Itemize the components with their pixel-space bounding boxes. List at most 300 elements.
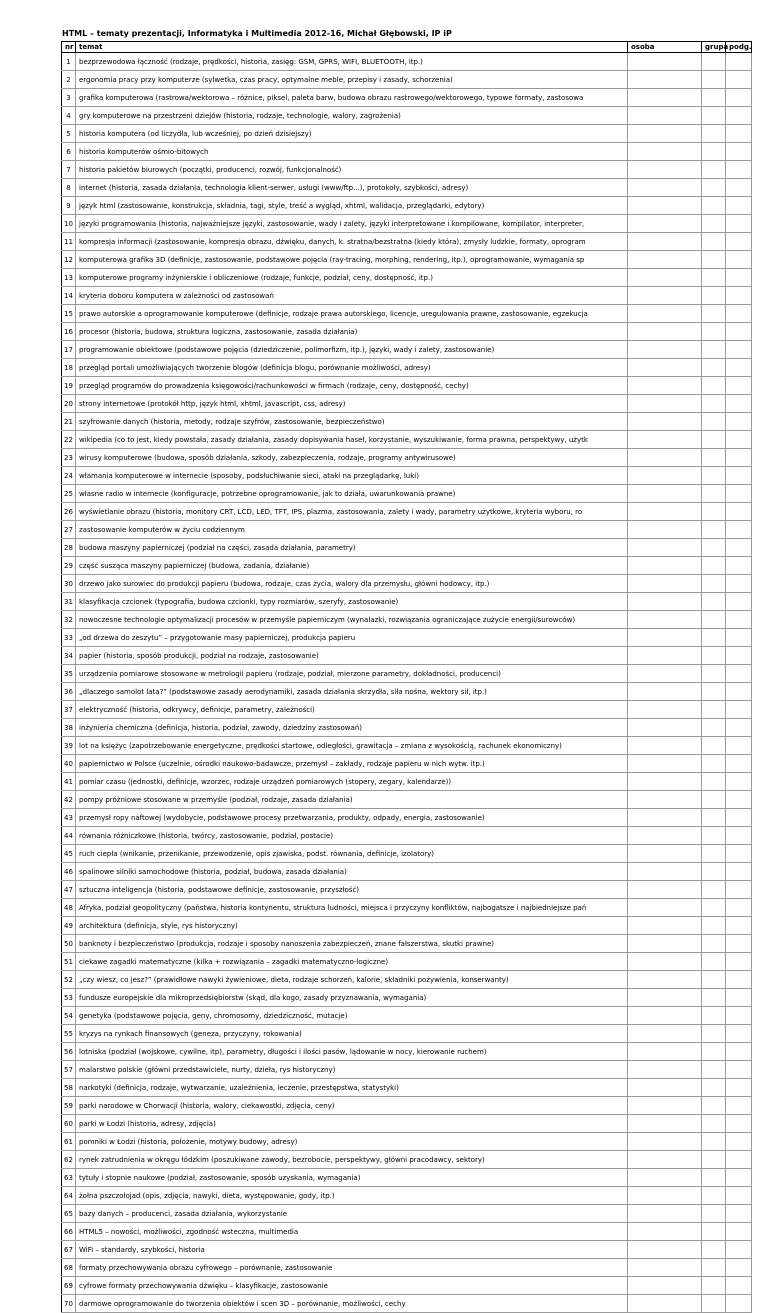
row-subgroup-cell[interactable] [726, 197, 752, 215]
row-subgroup-cell[interactable] [726, 1043, 752, 1061]
row-number: 70 [62, 1295, 76, 1313]
table-row [62, 1007, 752, 1025]
row-person-cell[interactable] [628, 287, 702, 305]
row-person-cell[interactable] [628, 1187, 702, 1205]
table-row [62, 593, 752, 611]
row-group-cell[interactable] [702, 467, 726, 485]
row-group-cell[interactable] [702, 1277, 726, 1295]
row-group-cell[interactable] [702, 1295, 726, 1313]
row-person-cell[interactable] [628, 557, 702, 575]
row-topic: przegląd programów do prowadzenia księgowości/rachunkowości w firmach (rodzaje, ceny, dostępność, cechy) [76, 377, 628, 395]
row-person-cell[interactable] [628, 539, 702, 557]
row-group-cell[interactable] [702, 1187, 726, 1205]
row-subgroup-cell[interactable] [726, 719, 752, 737]
row-person-cell[interactable] [628, 179, 702, 197]
row-group-cell[interactable] [702, 665, 726, 683]
row-subgroup-cell[interactable] [726, 215, 752, 233]
row-person-cell[interactable] [628, 1061, 702, 1079]
row-topic: papier (historia, sposób produkcji, podział na rodzaje, zastosowanie) [76, 647, 628, 665]
row-subgroup-cell[interactable] [726, 359, 752, 377]
row-group-cell[interactable] [702, 323, 726, 341]
row-subgroup-cell[interactable] [726, 611, 752, 629]
row-subgroup-cell[interactable] [726, 323, 752, 341]
row-subgroup-cell[interactable] [726, 1277, 752, 1295]
row-subgroup-cell[interactable] [726, 953, 752, 971]
row-group-cell[interactable] [702, 611, 726, 629]
row-group-cell[interactable] [702, 251, 726, 269]
row-topic: historia pakietów biurowych (początki, producenci, rozwój, funkcjonalność) [76, 161, 628, 179]
row-group-cell[interactable] [702, 1061, 726, 1079]
row-subgroup-cell[interactable] [726, 1151, 752, 1169]
row-person-cell[interactable] [628, 1133, 702, 1151]
table-row [62, 1277, 752, 1295]
row-person-cell[interactable] [628, 611, 702, 629]
table-row [62, 1043, 752, 1061]
row-subgroup-cell[interactable] [726, 737, 752, 755]
row-subgroup-cell[interactable] [726, 125, 752, 143]
row-group-cell[interactable] [702, 359, 726, 377]
row-group-cell[interactable] [702, 287, 726, 305]
row-subgroup-cell[interactable] [726, 881, 752, 899]
table-row [62, 953, 752, 971]
row-topic: rynek zatrudnienia w okręgu łódzkim (poszukiwane zawody, bezrobocie, perspektywy, główni pracodawcy, sektory) [76, 1151, 628, 1169]
row-number: 44 [62, 827, 76, 845]
row-person-cell[interactable] [628, 449, 702, 467]
row-group-cell[interactable] [702, 647, 726, 665]
row-subgroup-cell[interactable] [726, 1097, 752, 1115]
row-person-cell[interactable] [628, 989, 702, 1007]
row-person-cell[interactable] [628, 521, 702, 539]
row-person-cell[interactable] [628, 323, 702, 341]
row-topic: drzewo jako surowiec do produkcji papieru (budowa, rodzaje, czas życia, walory dla przemysłu, główni hodowcy, itp.) [76, 575, 628, 593]
row-subgroup-cell[interactable] [726, 233, 752, 251]
row-topic: wyświetlanie obrazu (historia, monitory CRT, LCD, LED, TFT, IPS, plazma, zastosowania, zalety i wady, parametry użytkowe, kryteria wyboru, ro [76, 503, 628, 521]
row-group-cell[interactable] [702, 89, 726, 107]
row-group-cell[interactable] [702, 539, 726, 557]
row-person-cell[interactable] [628, 197, 702, 215]
row-group-cell[interactable] [702, 863, 726, 881]
row-group-cell[interactable] [702, 53, 726, 71]
row-subgroup-cell[interactable] [726, 503, 752, 521]
row-person-cell[interactable] [628, 125, 702, 143]
row-person-cell[interactable] [628, 1043, 702, 1061]
row-subgroup-cell[interactable] [726, 395, 752, 413]
row-person-cell[interactable] [628, 755, 702, 773]
row-group-cell[interactable] [702, 935, 726, 953]
row-subgroup-cell[interactable] [726, 1187, 752, 1205]
row-person-cell[interactable] [628, 251, 702, 269]
table-row [62, 1061, 752, 1079]
row-person-cell[interactable] [628, 503, 702, 521]
row-number: 23 [62, 449, 76, 467]
row-subgroup-cell[interactable] [726, 1223, 752, 1241]
row-person-cell[interactable] [628, 341, 702, 359]
row-group-cell[interactable] [702, 827, 726, 845]
row-person-cell[interactable] [628, 1115, 702, 1133]
row-person-cell[interactable] [628, 737, 702, 755]
row-subgroup-cell[interactable] [726, 683, 752, 701]
row-number: 14 [62, 287, 76, 305]
row-group-cell[interactable] [702, 143, 726, 161]
table-row [62, 899, 752, 917]
row-group-cell[interactable] [702, 377, 726, 395]
row-group-cell[interactable] [702, 413, 726, 431]
row-group-cell[interactable] [702, 107, 726, 125]
row-person-cell[interactable] [628, 1223, 702, 1241]
row-group-cell[interactable] [702, 899, 726, 917]
row-subgroup-cell[interactable] [726, 521, 752, 539]
row-subgroup-cell[interactable] [726, 305, 752, 323]
row-person-cell[interactable] [628, 89, 702, 107]
row-number: 39 [62, 737, 76, 755]
row-person-cell[interactable] [628, 1151, 702, 1169]
table-row [62, 71, 752, 89]
row-number: 66 [62, 1223, 76, 1241]
row-person-cell[interactable] [628, 1097, 702, 1115]
row-number: 41 [62, 773, 76, 791]
row-subgroup-cell[interactable] [726, 593, 752, 611]
row-group-cell[interactable] [702, 431, 726, 449]
row-person-cell[interactable] [628, 485, 702, 503]
row-subgroup-cell[interactable] [726, 629, 752, 647]
row-subgroup-cell[interactable] [726, 1115, 752, 1133]
row-group-cell[interactable] [702, 773, 726, 791]
row-subgroup-cell[interactable] [726, 1295, 752, 1313]
row-person-cell[interactable] [628, 881, 702, 899]
row-subgroup-cell[interactable] [726, 827, 752, 845]
row-topic: programowanie obiektowe (podstawowe pojęcia (dziedziczenie, polimorfizm, itp.), języki, wady i zalety, zastosowanie) [76, 341, 628, 359]
row-subgroup-cell[interactable] [726, 179, 752, 197]
row-person-cell[interactable] [628, 395, 702, 413]
row-subgroup-cell[interactable] [726, 107, 752, 125]
table-row [62, 1115, 752, 1133]
row-subgroup-cell[interactable] [726, 269, 752, 287]
row-person-cell[interactable] [628, 1205, 702, 1223]
row-group-cell[interactable] [702, 125, 726, 143]
row-number: 15 [62, 305, 76, 323]
table-row [62, 125, 752, 143]
header-topic: temat [76, 42, 628, 53]
row-subgroup-cell[interactable] [726, 557, 752, 575]
row-group-cell[interactable] [702, 1151, 726, 1169]
row-group-cell[interactable] [702, 629, 726, 647]
table-row [62, 179, 752, 197]
row-subgroup-cell[interactable] [726, 917, 752, 935]
row-group-cell[interactable] [702, 1115, 726, 1133]
row-person-cell[interactable] [628, 215, 702, 233]
row-group-cell[interactable] [702, 395, 726, 413]
row-subgroup-cell[interactable] [726, 755, 752, 773]
row-person-cell[interactable] [628, 1169, 702, 1187]
row-group-cell[interactable] [702, 1097, 726, 1115]
row-number: 38 [62, 719, 76, 737]
row-group-cell[interactable] [702, 1079, 726, 1097]
row-person-cell[interactable] [628, 467, 702, 485]
row-topic: „czy wiesz, co jesz?” (prawidłowe nawyki żywieniowe, dieta, rodzaje schorzeń, kalorie, składniki pożywienia, konserwanty) [76, 971, 628, 989]
row-subgroup-cell[interactable] [726, 89, 752, 107]
row-topic: ciekawe zagadki matematyczne (kilka + rozwiązania – zagadki matematyczno-logiczne) [76, 953, 628, 971]
row-person-cell[interactable] [628, 791, 702, 809]
row-number: 27 [62, 521, 76, 539]
row-topic: równania różniczkowe (historia, twórcy, zastosowanie, podział, postacie) [76, 827, 628, 845]
table-row [62, 971, 752, 989]
row-group-cell[interactable] [702, 575, 726, 593]
row-group-cell[interactable] [702, 701, 726, 719]
row-person-cell[interactable] [628, 53, 702, 71]
row-number: 65 [62, 1205, 76, 1223]
row-group-cell[interactable] [702, 737, 726, 755]
row-subgroup-cell[interactable] [726, 1169, 752, 1187]
row-group-cell[interactable] [702, 503, 726, 521]
row-person-cell[interactable] [628, 1295, 702, 1313]
row-person-cell[interactable] [628, 629, 702, 647]
row-group-cell[interactable] [702, 485, 726, 503]
row-subgroup-cell[interactable] [726, 1259, 752, 1277]
row-person-cell[interactable] [628, 1259, 702, 1277]
row-group-cell[interactable] [702, 71, 726, 89]
row-subgroup-cell[interactable] [726, 341, 752, 359]
row-number: 64 [62, 1187, 76, 1205]
row-person-cell[interactable] [628, 575, 702, 593]
row-group-cell[interactable] [702, 521, 726, 539]
row-number: 21 [62, 413, 76, 431]
row-group-cell[interactable] [702, 1133, 726, 1151]
row-group-cell[interactable] [702, 179, 726, 197]
row-number: 37 [62, 701, 76, 719]
row-topic: inżynieria chemiczna (definicja, historia, podział, zawody, dziedziny zastosowań) [76, 719, 628, 737]
row-person-cell[interactable] [628, 233, 702, 251]
table-row [62, 1205, 752, 1223]
row-person-cell[interactable] [628, 269, 702, 287]
row-topic: język html (zastosowanie, konstrukcja, składnia, tagi, style, treść a wygląd, xhtml, walidacja, przeglądarki, edytory) [76, 197, 628, 215]
table-row [62, 503, 752, 521]
row-person-cell[interactable] [628, 863, 702, 881]
table-row [62, 575, 752, 593]
row-topic: tytuły i stopnie naukowe (podział, zastosowanie, sposób uzyskania, wymagania) [76, 1169, 628, 1187]
row-subgroup-cell[interactable] [726, 467, 752, 485]
row-group-cell[interactable] [702, 719, 726, 737]
row-group-cell[interactable] [702, 809, 726, 827]
row-subgroup-cell[interactable] [726, 71, 752, 89]
row-subgroup-cell[interactable] [726, 1061, 752, 1079]
row-person-cell[interactable] [628, 377, 702, 395]
row-topic: „od drzewa do zeszytu” – przygotowanie masy papierniczej, produkcja papieru [76, 629, 628, 647]
row-subgroup-cell[interactable] [726, 809, 752, 827]
row-number: 9 [62, 197, 76, 215]
row-number: 24 [62, 467, 76, 485]
table-row [62, 1187, 752, 1205]
row-subgroup-cell[interactable] [726, 791, 752, 809]
row-group-cell[interactable] [702, 791, 726, 809]
row-topic: bazy danych – producenci, zasada działania, wykorzystanie [76, 1205, 628, 1223]
row-subgroup-cell[interactable] [726, 251, 752, 269]
row-person-cell[interactable] [628, 809, 702, 827]
row-group-cell[interactable] [702, 1205, 726, 1223]
row-subgroup-cell[interactable] [726, 1025, 752, 1043]
row-group-cell[interactable] [702, 917, 726, 935]
row-person-cell[interactable] [628, 1025, 702, 1043]
row-subgroup-cell[interactable] [726, 377, 752, 395]
row-subgroup-cell[interactable] [726, 53, 752, 71]
row-subgroup-cell[interactable] [726, 431, 752, 449]
row-group-cell[interactable] [702, 1241, 726, 1259]
table-row [62, 773, 752, 791]
table-row [62, 755, 752, 773]
row-person-cell[interactable] [628, 845, 702, 863]
row-subgroup-cell[interactable] [726, 413, 752, 431]
row-person-cell[interactable] [628, 899, 702, 917]
table-row [62, 107, 752, 125]
header-person: osoba [628, 42, 702, 53]
row-subgroup-cell[interactable] [726, 647, 752, 665]
row-person-cell[interactable] [628, 593, 702, 611]
row-number: 68 [62, 1259, 76, 1277]
row-group-cell[interactable] [702, 755, 726, 773]
row-subgroup-cell[interactable] [726, 143, 752, 161]
row-topic: wirusy komputerowe (budowa, sposób działania, szkody, zabezpieczenia, rodzaje, programy antywirusowe) [76, 449, 628, 467]
row-subgroup-cell[interactable] [726, 863, 752, 881]
row-person-cell[interactable] [628, 431, 702, 449]
row-subgroup-cell[interactable] [726, 899, 752, 917]
row-person-cell[interactable] [628, 413, 702, 431]
row-topic: wikipedia (co to jest, kiedy powstała, zasady działania, zasady dopisywania haseł, korzystanie, wyszukiwanie, forma prawna, perspektywy, użytk [76, 431, 628, 449]
table-row [62, 1169, 752, 1187]
row-subgroup-cell[interactable] [726, 575, 752, 593]
row-subgroup-cell[interactable] [726, 1241, 752, 1259]
row-person-cell[interactable] [628, 1241, 702, 1259]
row-number: 17 [62, 341, 76, 359]
row-number: 3 [62, 89, 76, 107]
row-person-cell[interactable] [628, 71, 702, 89]
row-group-cell[interactable] [702, 215, 726, 233]
row-group-cell[interactable] [702, 1007, 726, 1025]
row-number: 63 [62, 1169, 76, 1187]
row-person-cell[interactable] [628, 701, 702, 719]
row-topic: sztuczna inteligencja (historia, podstawowe definicje, zastosowanie, przyszłość) [76, 881, 628, 899]
row-subgroup-cell[interactable] [726, 1133, 752, 1151]
row-number: 47 [62, 881, 76, 899]
row-group-cell[interactable] [702, 449, 726, 467]
row-group-cell[interactable] [702, 1259, 726, 1277]
row-topic: kryteria doboru komputera w zależności od zastosowań [76, 287, 628, 305]
row-group-cell[interactable] [702, 269, 726, 287]
row-topic: grafika komputerowa (rastrowa/wektorowa – różnice, piksel, paleta barw, budowa obrazu rastrowego/wektorowego, typowe formaty, zastosowa [76, 89, 628, 107]
row-person-cell[interactable] [628, 143, 702, 161]
row-topic: parki w Łodzi (historia, adresy, zdjęcia) [76, 1115, 628, 1133]
row-person-cell[interactable] [628, 305, 702, 323]
row-subgroup-cell[interactable] [726, 971, 752, 989]
row-topic: zastosowanie komputerów w życiu codziennym [76, 521, 628, 539]
row-person-cell[interactable] [628, 971, 702, 989]
row-subgroup-cell[interactable] [726, 1079, 752, 1097]
row-number: 43 [62, 809, 76, 827]
row-group-cell[interactable] [702, 161, 726, 179]
header-subgroup: podg. [726, 42, 752, 53]
row-topic: komputerowa grafika 3D (definicje, zastosowanie, podstawowe pojęcia (ray-tracing, morphing, rendering, itp.), oprogramowanie, wymagania sp [76, 251, 628, 269]
row-group-cell[interactable] [702, 683, 726, 701]
row-number: 5 [62, 125, 76, 143]
row-person-cell[interactable] [628, 1007, 702, 1025]
row-topic: historia komputera (od liczydła, lub wcześniej, po dzień dzisiejszy) [76, 125, 628, 143]
row-person-cell[interactable] [628, 1277, 702, 1295]
table-row [62, 1133, 752, 1151]
row-number: 8 [62, 179, 76, 197]
table-row [62, 935, 752, 953]
row-group-cell[interactable] [702, 953, 726, 971]
row-person-cell[interactable] [628, 719, 702, 737]
row-subgroup-cell[interactable] [726, 449, 752, 467]
row-person-cell[interactable] [628, 161, 702, 179]
row-group-cell[interactable] [702, 593, 726, 611]
row-number: 20 [62, 395, 76, 413]
row-number: 13 [62, 269, 76, 287]
row-number: 67 [62, 1241, 76, 1259]
row-person-cell[interactable] [628, 665, 702, 683]
row-number: 16 [62, 323, 76, 341]
row-group-cell[interactable] [702, 557, 726, 575]
row-group-cell[interactable] [702, 341, 726, 359]
row-group-cell[interactable] [702, 197, 726, 215]
row-subgroup-cell[interactable] [726, 701, 752, 719]
table-row [62, 1223, 752, 1241]
row-person-cell[interactable] [628, 935, 702, 953]
row-group-cell[interactable] [702, 1025, 726, 1043]
row-number: 54 [62, 1007, 76, 1025]
row-group-cell[interactable] [702, 881, 726, 899]
row-topic: własne radio w internecie (konfiguracje, potrzebne oprogramowanie, jak to działa, uwarunkowania prawne) [76, 485, 628, 503]
row-group-cell[interactable] [702, 989, 726, 1007]
row-person-cell[interactable] [628, 1079, 702, 1097]
row-group-cell[interactable] [702, 305, 726, 323]
row-number: 22 [62, 431, 76, 449]
row-subgroup-cell[interactable] [726, 773, 752, 791]
row-topic: Afryka, podział geopolityczny (państwa, historia kontynentu, struktura ludności, miejsca i przyczyny konfliktów, najbogatsze i najbiedniejsze pań [76, 899, 628, 917]
table-row [62, 1025, 752, 1043]
row-number: 1 [62, 53, 76, 71]
row-subgroup-cell[interactable] [726, 161, 752, 179]
row-subgroup-cell[interactable] [726, 845, 752, 863]
table-row [62, 323, 752, 341]
row-person-cell[interactable] [628, 773, 702, 791]
row-subgroup-cell[interactable] [726, 989, 752, 1007]
row-subgroup-cell[interactable] [726, 485, 752, 503]
row-person-cell[interactable] [628, 953, 702, 971]
row-group-cell[interactable] [702, 233, 726, 251]
row-person-cell[interactable] [628, 917, 702, 935]
row-subgroup-cell[interactable] [726, 539, 752, 557]
row-group-cell[interactable] [702, 1043, 726, 1061]
row-subgroup-cell[interactable] [726, 1205, 752, 1223]
row-person-cell[interactable] [628, 107, 702, 125]
row-person-cell[interactable] [628, 683, 702, 701]
row-number: 50 [62, 935, 76, 953]
row-subgroup-cell[interactable] [726, 665, 752, 683]
row-subgroup-cell[interactable] [726, 287, 752, 305]
row-subgroup-cell[interactable] [726, 935, 752, 953]
topics-table [61, 41, 752, 1313]
row-person-cell[interactable] [628, 827, 702, 845]
row-person-cell[interactable] [628, 647, 702, 665]
table-row [62, 269, 752, 287]
table-row [62, 845, 752, 863]
table-row [62, 359, 752, 377]
row-group-cell[interactable] [702, 1223, 726, 1241]
row-group-cell[interactable] [702, 845, 726, 863]
row-person-cell[interactable] [628, 359, 702, 377]
row-subgroup-cell[interactable] [726, 1007, 752, 1025]
row-group-cell[interactable] [702, 971, 726, 989]
row-group-cell[interactable] [702, 1169, 726, 1187]
